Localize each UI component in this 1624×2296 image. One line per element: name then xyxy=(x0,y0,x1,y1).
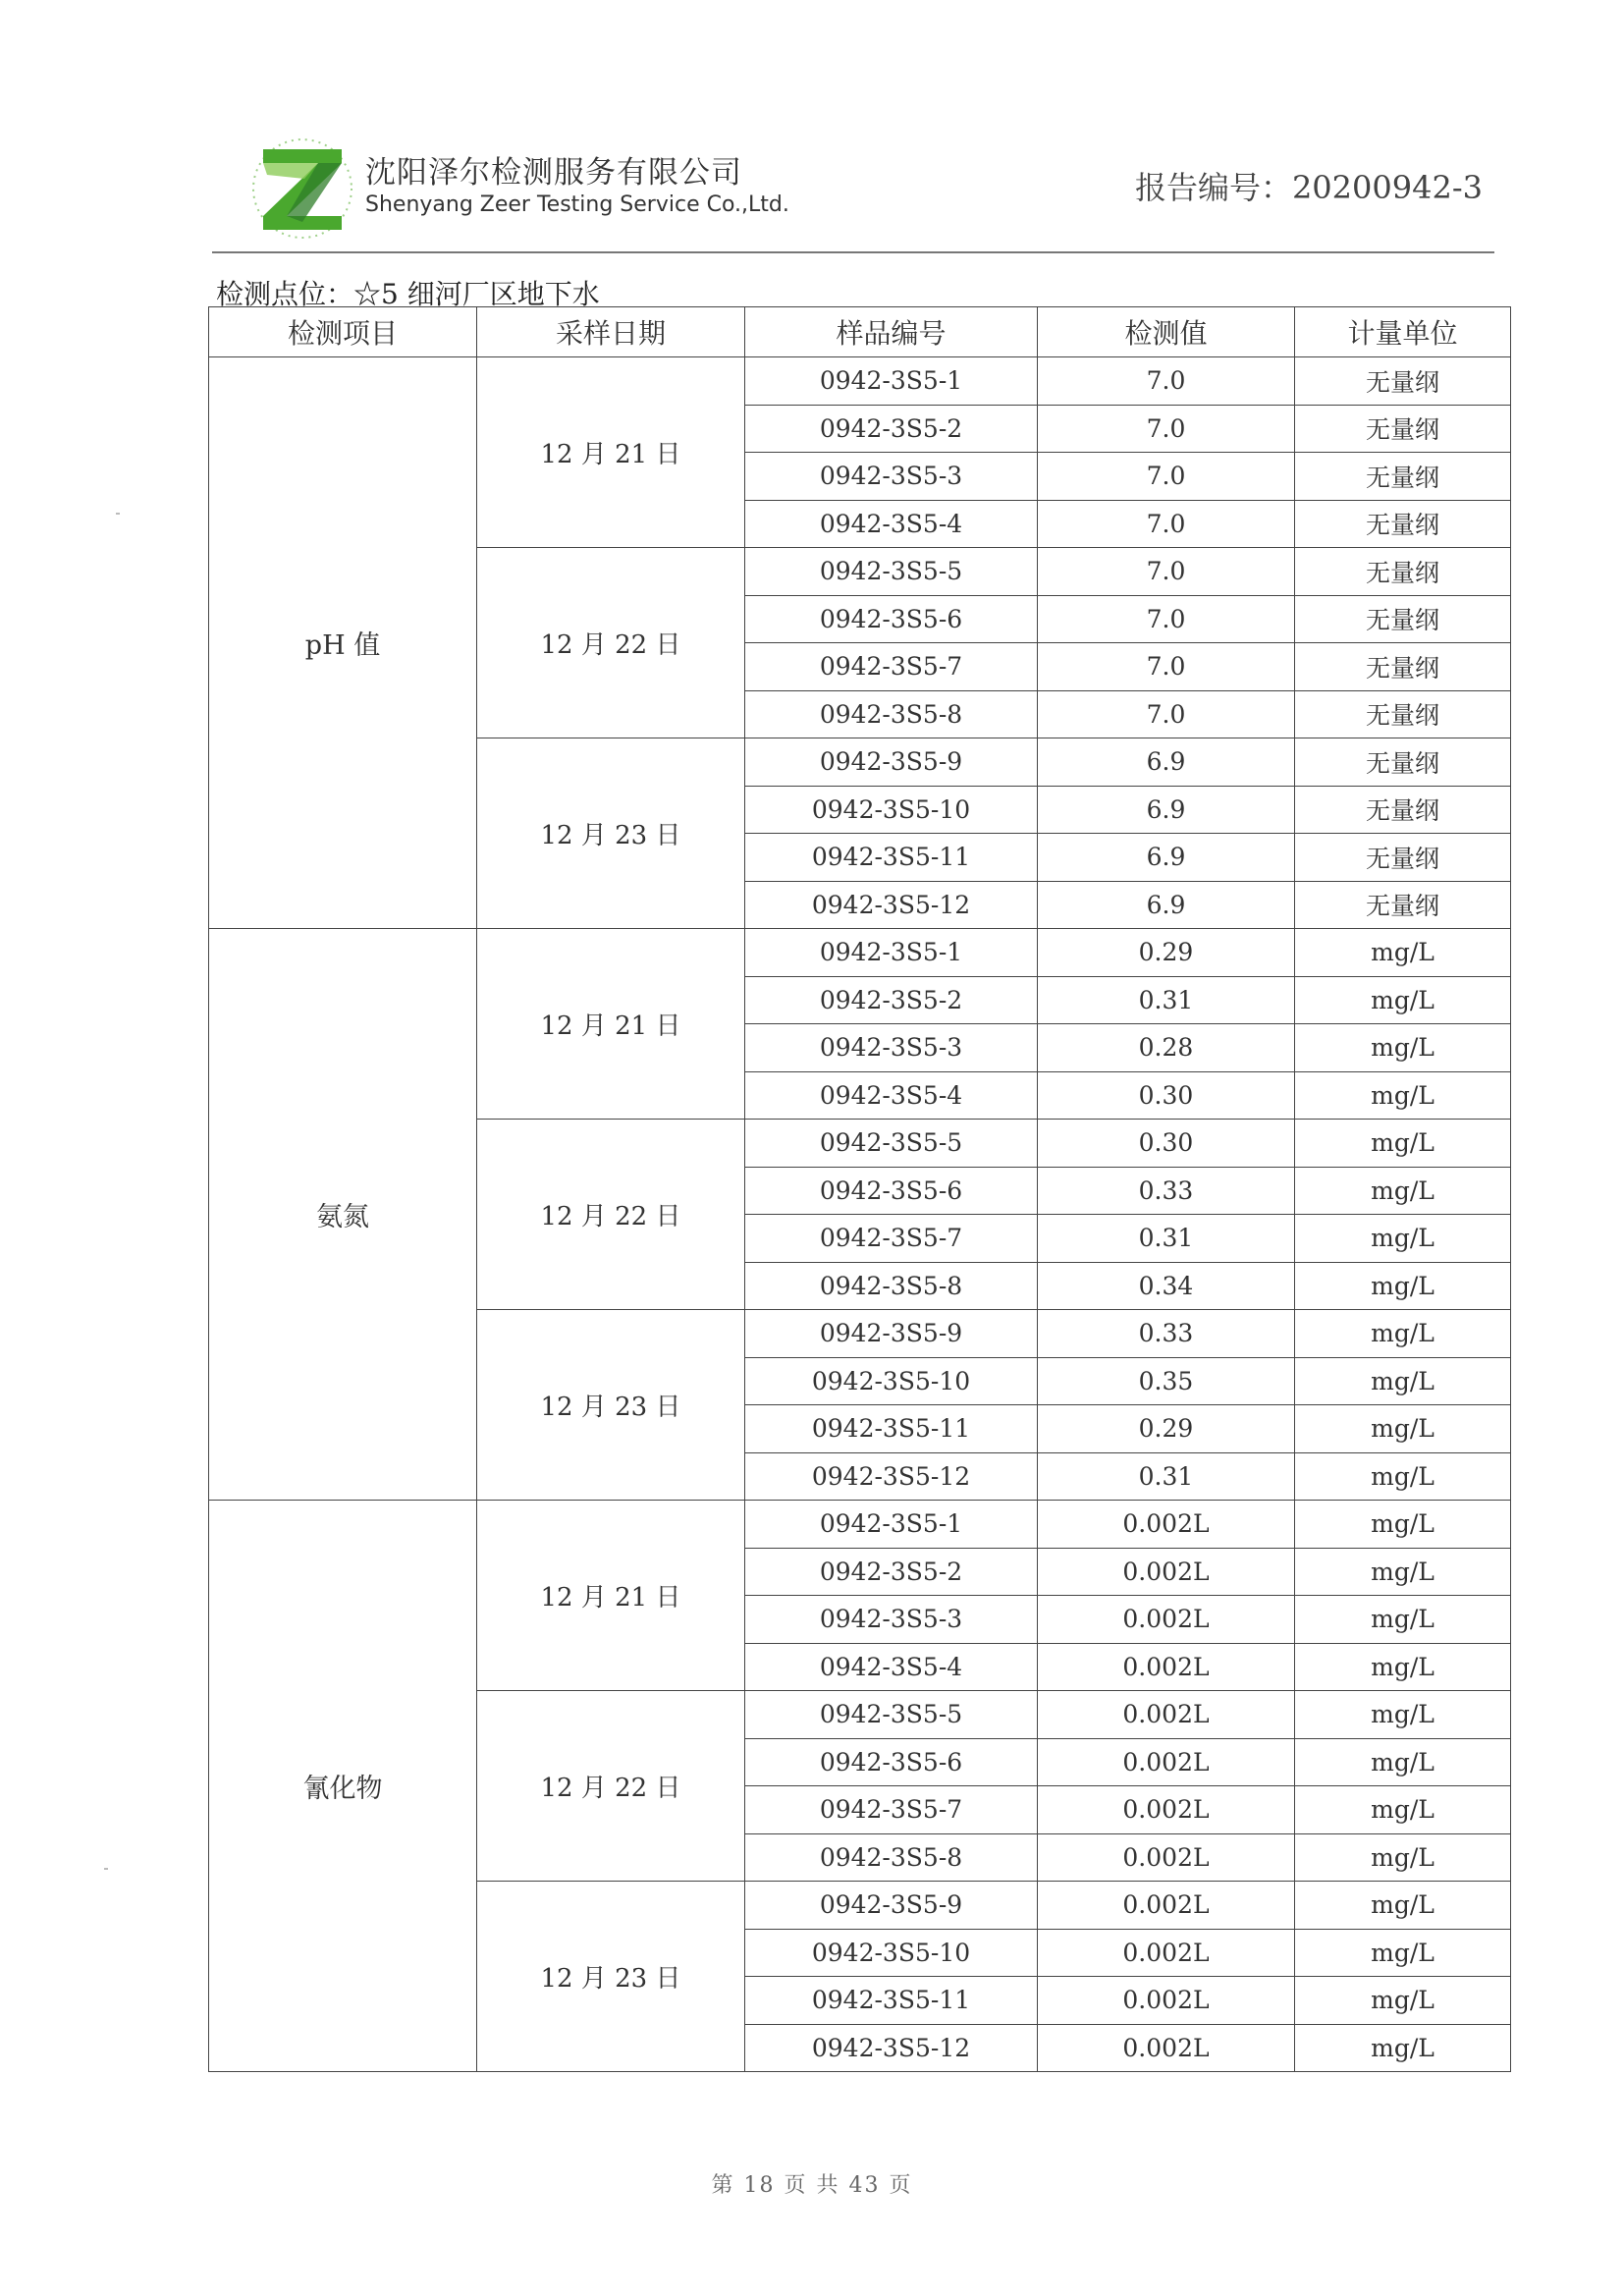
unit-cell: 无量纲 xyxy=(1295,834,1511,882)
value-cell: 7.0 xyxy=(1038,453,1295,501)
value-cell: 0.31 xyxy=(1038,976,1295,1024)
value-cell: 0.002L xyxy=(1038,1977,1295,2025)
unit-cell: mg/L xyxy=(1295,1833,1511,1882)
unit-cell: mg/L xyxy=(1295,1024,1511,1072)
page-number: 第 18 页 共 43 页 xyxy=(711,2173,913,2198)
value-cell: 7.0 xyxy=(1038,500,1295,548)
unit-cell: mg/L xyxy=(1295,1357,1511,1405)
sample-id-cell: 0942-3S5-10 xyxy=(745,1357,1038,1405)
value-cell: 7.0 xyxy=(1038,595,1295,643)
unit-cell: mg/L xyxy=(1295,1596,1511,1644)
sample-id-cell: 0942-3S5-5 xyxy=(745,548,1038,596)
header-value: 检测值 xyxy=(1038,307,1295,357)
unit-cell: 无量纲 xyxy=(1295,357,1511,406)
unit-cell: mg/L xyxy=(1295,1310,1511,1358)
sample-id-cell: 0942-3S5-12 xyxy=(745,881,1038,929)
sample-id-cell: 0942-3S5-11 xyxy=(745,1405,1038,1453)
sample-id-cell: 0942-3S5-2 xyxy=(745,1548,1038,1596)
scan-speck xyxy=(104,1868,108,1870)
table-row xyxy=(209,357,1511,406)
company-name-en: Shenyang Zeer Testing Service Co.,Ltd. xyxy=(365,192,789,217)
report-header xyxy=(245,118,1492,255)
value-cell: 0.002L xyxy=(1038,1929,1295,1977)
unit-cell: mg/L xyxy=(1295,1120,1511,1168)
sample-id-cell: 0942-3S5-4 xyxy=(745,1071,1038,1120)
sample-id-cell: 0942-3S5-7 xyxy=(745,1215,1038,1263)
value-cell: 6.9 xyxy=(1038,738,1295,787)
unit-cell: mg/L xyxy=(1295,1501,1511,1549)
unit-cell: mg/L xyxy=(1295,1071,1511,1120)
sample-id-cell: 0942-3S5-11 xyxy=(745,834,1038,882)
sample-id-cell: 0942-3S5-6 xyxy=(745,1167,1038,1215)
header-item: 检测项目 xyxy=(209,307,477,357)
unit-cell: mg/L xyxy=(1295,1929,1511,1977)
company-logo xyxy=(245,128,363,246)
unit-cell: 无量纲 xyxy=(1295,881,1511,929)
sample-id-cell: 0942-3S5-2 xyxy=(745,405,1038,453)
unit-cell: 无量纲 xyxy=(1295,595,1511,643)
sampling-date-cell: 12 月 23 日 xyxy=(477,1882,745,2072)
header-date: 采样日期 xyxy=(477,307,745,357)
table-row xyxy=(209,1501,1511,1549)
unit-cell: 无量纲 xyxy=(1295,643,1511,691)
header-unit: 计量单位 xyxy=(1295,307,1511,357)
sample-id-cell: 0942-3S5-4 xyxy=(745,500,1038,548)
value-cell: 0.29 xyxy=(1038,1405,1295,1453)
sample-id-cell: 0942-3S5-5 xyxy=(745,1691,1038,1739)
value-cell: 0.002L xyxy=(1038,1833,1295,1882)
value-cell: 0.30 xyxy=(1038,1071,1295,1120)
unit-cell: mg/L xyxy=(1295,1167,1511,1215)
sampling-date-cell: 12 月 22 日 xyxy=(477,1691,745,1882)
sampling-date-cell: 12 月 22 日 xyxy=(477,548,745,738)
unit-cell: mg/L xyxy=(1295,1262,1511,1310)
value-cell: 0.35 xyxy=(1038,1357,1295,1405)
unit-cell: mg/L xyxy=(1295,1405,1511,1453)
unit-cell: mg/L xyxy=(1295,2024,1511,2072)
scan-speck xyxy=(116,513,120,515)
item-name-cell: 氨氮 xyxy=(209,929,477,1501)
sample-id-cell: 0942-3S5-6 xyxy=(745,1738,1038,1786)
sample-id-cell: 0942-3S5-2 xyxy=(745,976,1038,1024)
unit-cell: 无量纲 xyxy=(1295,690,1511,738)
unit-cell: mg/L xyxy=(1295,1691,1511,1739)
unit-cell: mg/L xyxy=(1295,1452,1511,1501)
value-cell: 0.002L xyxy=(1038,1501,1295,1549)
sample-id-cell: 0942-3S5-9 xyxy=(745,1882,1038,1930)
unit-cell: mg/L xyxy=(1295,1977,1511,2025)
sample-id-cell: 0942-3S5-3 xyxy=(745,1024,1038,1072)
unit-cell: mg/L xyxy=(1295,1786,1511,1834)
value-cell: 0.31 xyxy=(1038,1215,1295,1263)
table-body xyxy=(209,357,1511,2072)
sample-id-cell: 0942-3S5-8 xyxy=(745,1833,1038,1882)
value-cell: 6.9 xyxy=(1038,786,1295,834)
unit-cell: 无量纲 xyxy=(1295,738,1511,787)
sample-id-cell: 0942-3S5-10 xyxy=(745,1929,1038,1977)
company-name-cn: 沈阳泽尔检测服务有限公司 xyxy=(365,155,742,191)
sample-id-cell: 0942-3S5-3 xyxy=(745,453,1038,501)
value-cell: 0.33 xyxy=(1038,1167,1295,1215)
sample-id-cell: 0942-3S5-4 xyxy=(745,1643,1038,1691)
sampling-date-cell: 12 月 21 日 xyxy=(477,1501,745,1691)
value-cell: 0.002L xyxy=(1038,1786,1295,1834)
results-table xyxy=(208,306,1511,2072)
value-cell: 0.002L xyxy=(1038,1643,1295,1691)
sample-id-cell: 0942-3S5-9 xyxy=(745,1310,1038,1358)
value-cell: 0.002L xyxy=(1038,1548,1295,1596)
unit-cell: mg/L xyxy=(1295,976,1511,1024)
report-number: 报告编号：20200942-3 xyxy=(1134,169,1483,206)
table-header-row xyxy=(209,307,1511,357)
sampling-location: 检测点位：☆5 细河厂区地下水 xyxy=(216,278,600,310)
value-cell: 7.0 xyxy=(1038,643,1295,691)
unit-cell: mg/L xyxy=(1295,1215,1511,1263)
unit-cell: 无量纲 xyxy=(1295,405,1511,453)
sample-id-cell: 0942-3S5-8 xyxy=(745,1262,1038,1310)
sampling-date-cell: 12 月 21 日 xyxy=(477,357,745,548)
item-name-cell: pH 值 xyxy=(209,357,477,929)
unit-cell: mg/L xyxy=(1295,1548,1511,1596)
value-cell: 7.0 xyxy=(1038,405,1295,453)
value-cell: 6.9 xyxy=(1038,881,1295,929)
sampling-date-cell: 12 月 23 日 xyxy=(477,1310,745,1501)
unit-cell: mg/L xyxy=(1295,1738,1511,1786)
sample-id-cell: 0942-3S5-8 xyxy=(745,690,1038,738)
sampling-date-cell: 12 月 23 日 xyxy=(477,738,745,929)
value-cell: 0.29 xyxy=(1038,929,1295,977)
sample-id-cell: 0942-3S5-9 xyxy=(745,738,1038,787)
sampling-date-cell: 12 月 21 日 xyxy=(477,929,745,1120)
sample-id-cell: 0942-3S5-1 xyxy=(745,357,1038,406)
sample-id-cell: 0942-3S5-12 xyxy=(745,2024,1038,2072)
sample-id-cell: 0942-3S5-1 xyxy=(745,929,1038,977)
unit-cell: 无量纲 xyxy=(1295,453,1511,501)
value-cell: 0.33 xyxy=(1038,1310,1295,1358)
value-cell: 0.002L xyxy=(1038,1691,1295,1739)
value-cell: 0.30 xyxy=(1038,1120,1295,1168)
value-cell: 0.34 xyxy=(1038,1262,1295,1310)
value-cell: 7.0 xyxy=(1038,548,1295,596)
sample-id-cell: 0942-3S5-3 xyxy=(745,1596,1038,1644)
table-row xyxy=(209,929,1511,977)
value-cell: 0.002L xyxy=(1038,2024,1295,2072)
sample-id-cell: 0942-3S5-11 xyxy=(745,1977,1038,2025)
sample-id-cell: 0942-3S5-5 xyxy=(745,1120,1038,1168)
unit-cell: mg/L xyxy=(1295,1643,1511,1691)
header-divider xyxy=(212,251,1494,253)
unit-cell: mg/L xyxy=(1295,929,1511,977)
unit-cell: 无量纲 xyxy=(1295,786,1511,834)
value-cell: 7.0 xyxy=(1038,357,1295,406)
value-cell: 0.002L xyxy=(1038,1738,1295,1786)
unit-cell: 无量纲 xyxy=(1295,500,1511,548)
value-cell: 0.002L xyxy=(1038,1882,1295,1930)
unit-cell: mg/L xyxy=(1295,1882,1511,1930)
unit-cell: 无量纲 xyxy=(1295,548,1511,596)
value-cell: 6.9 xyxy=(1038,834,1295,882)
item-name-cell: 氰化物 xyxy=(209,1501,477,2072)
sample-id-cell: 0942-3S5-7 xyxy=(745,643,1038,691)
sampling-date-cell: 12 月 22 日 xyxy=(477,1120,745,1310)
sample-id-cell: 0942-3S5-10 xyxy=(745,786,1038,834)
sample-id-cell: 0942-3S5-1 xyxy=(745,1501,1038,1549)
value-cell: 0.28 xyxy=(1038,1024,1295,1072)
value-cell: 7.0 xyxy=(1038,690,1295,738)
value-cell: 0.002L xyxy=(1038,1596,1295,1644)
sample-id-cell: 0942-3S5-7 xyxy=(745,1786,1038,1834)
value-cell: 0.31 xyxy=(1038,1452,1295,1501)
sample-id-cell: 0942-3S5-6 xyxy=(745,595,1038,643)
sample-id-cell: 0942-3S5-12 xyxy=(745,1452,1038,1501)
header-sample: 样品编号 xyxy=(745,307,1038,357)
